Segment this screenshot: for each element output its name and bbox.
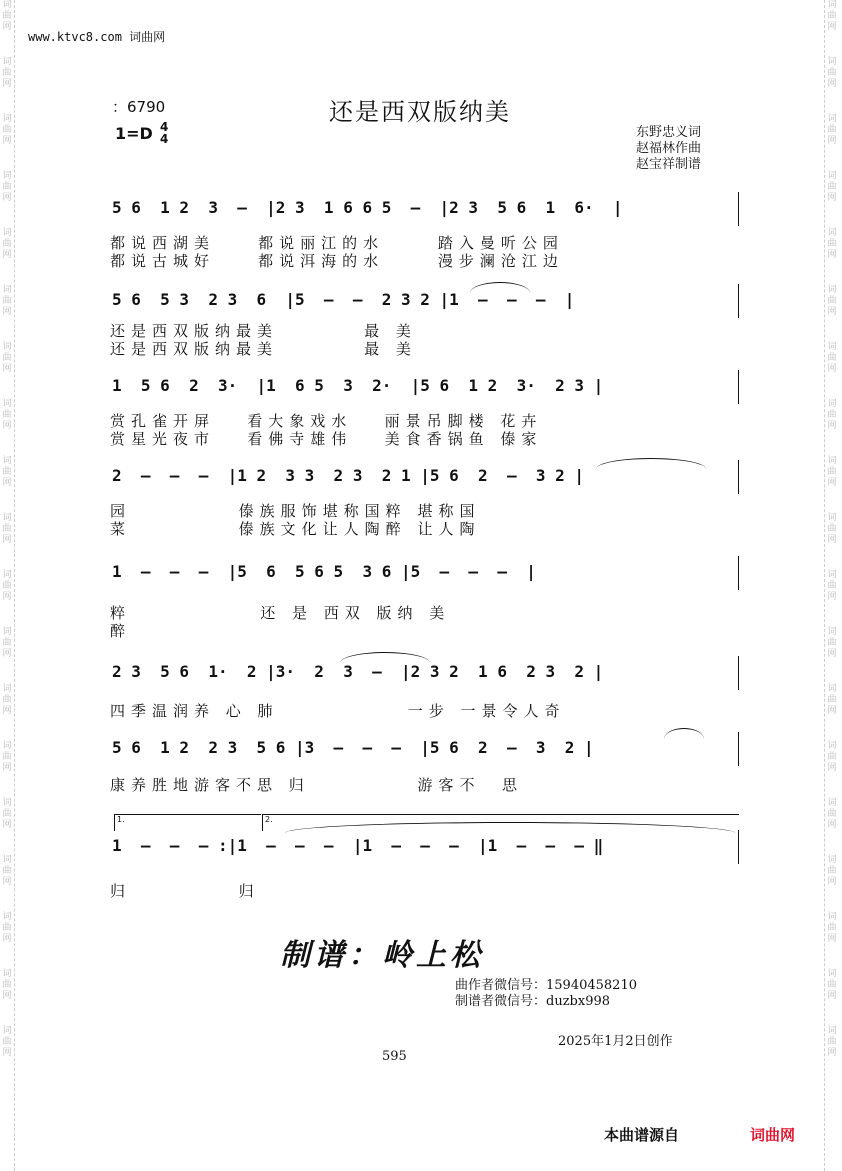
lyric-line: 醉: [110, 622, 132, 640]
watermark-right: [824, 0, 839, 1171]
watermark-text: 词 曲 网: [827, 741, 837, 773]
watermark-text: 词 曲 网: [827, 1026, 837, 1058]
barline: [738, 732, 739, 766]
lyric-line: 还是西双版纳最美 最 美: [110, 340, 417, 358]
lyric-line: 赏星光夜市 看佛寺雄伟 美食香锅鱼 傣家: [110, 430, 543, 448]
composer: 赵福林作曲: [636, 141, 702, 156]
watermark-left: [0, 0, 15, 1171]
watermark-text: 词 曲 网: [2, 456, 12, 488]
watermark-text: 词 曲 网: [2, 855, 12, 887]
watermark-text: 词 曲 网: [2, 570, 12, 602]
creation-date: 2025年1月2日创作: [558, 1034, 673, 1049]
watermark-text: 词 曲 网: [827, 342, 837, 374]
watermark-text: 词 曲 网: [827, 969, 837, 1001]
watermark-text: 词 曲 网: [827, 684, 837, 716]
watermark-text: 词 曲 网: [827, 171, 837, 203]
watermark-text: 词 曲 网: [2, 798, 12, 830]
page-title: 还是西双版纳美: [329, 98, 511, 126]
watermark-text: 词 曲 网: [2, 1026, 12, 1058]
watermark-text: 词 曲 网: [2, 342, 12, 374]
watermark-text: 词 曲 网: [827, 798, 837, 830]
notation-line: 1 – – – :|1 – – – |1 – – – |1 – – – ‖: [112, 836, 604, 855]
composer-wechat: 曲作者微信号：15940458210: [455, 978, 637, 993]
barline: [738, 370, 739, 404]
time-sig-top: 4: [160, 120, 169, 134]
site-header[interactable]: www.ktvc8.com 词曲网: [28, 30, 166, 44]
slur: [340, 652, 430, 663]
volta-first-ending: 1.: [114, 814, 261, 831]
lyricist: 东野忠义词: [636, 125, 702, 140]
barline: [738, 656, 739, 690]
watermark-text: 词 曲 网: [827, 228, 837, 260]
time-signature: [160, 121, 168, 145]
watermark-text: 词 曲 网: [2, 285, 12, 317]
watermark-text: 词 曲 网: [2, 627, 12, 659]
notation-line: 1 5 6 2 3· |1 6 5 3 2· |5 6 1 2 3· 2 3 |: [112, 376, 604, 395]
notation-line: 5 6 1 2 2 3 5 6 |3 – – – |5 6 2 – 3 2 |: [112, 738, 594, 757]
arranger: 赵宝祥制谱: [636, 157, 702, 172]
lyric-line: 粹 还 是 西双 版纳 美: [110, 604, 451, 622]
watermark-text: 词 曲 网: [2, 228, 12, 260]
barline: [738, 284, 739, 318]
footer-source: 本曲谱源自: [604, 1126, 680, 1144]
footer-brand-link[interactable]: 词曲网: [750, 1126, 796, 1144]
watermark-text: 词 曲 网: [827, 285, 837, 317]
notation-line: 1 – – – |5 6 5 6 5 3 6 |5 – – – |: [112, 562, 536, 581]
signature: 制谱：岭上松: [280, 938, 484, 973]
slur: [596, 458, 706, 469]
credits: [636, 125, 701, 173]
slur: [664, 728, 704, 739]
notation-line: 5 6 1 2 3 – |2 3 1 6 6 5 – |2 3 5 6 1 6· |: [112, 198, 623, 217]
lyric-line: 都说西湖美 都说丽江的水 踏入曼听公园: [110, 234, 564, 252]
lyric-line: 园 傣族服饰堪称国粹 堪称国: [110, 502, 481, 520]
watermark-text: 词 曲 网: [827, 0, 837, 32]
lyric-line: 四季温润养 心 肺 一步 一景令人奇: [110, 702, 566, 720]
watermark-text: 词 曲 网: [2, 684, 12, 716]
watermark-text: 词 曲 网: [827, 570, 837, 602]
watermark-text: 词 曲 网: [2, 171, 12, 203]
contact-info: [455, 978, 637, 1010]
lyric-line: 菜 傣族文化让人陶醉 让人陶: [110, 520, 481, 538]
arranger-wechat: 制谱者微信号：duzbx998: [455, 994, 611, 1009]
notation-line: 2 3 5 6 1· 2 |3· 2 3 – |2 3 2 1 6 2 3 2 |: [112, 662, 604, 681]
notation-line: 2 – – – |1 2 3 3 2 3 2 1 |5 6 2 – 3 2 |: [112, 466, 585, 485]
watermark-text: 词 曲 网: [2, 912, 12, 944]
watermark-text: 词 曲 网: [827, 456, 837, 488]
score-number: ：6790: [112, 98, 166, 116]
watermark-text: 词 曲 网: [2, 114, 12, 146]
key-signature: 1=D: [115, 124, 153, 143]
watermark-text: 词 曲 网: [2, 741, 12, 773]
watermark-text: 词 曲 网: [827, 513, 837, 545]
lyric-line: 还是西双版纳最美 最 美: [110, 322, 417, 340]
watermark-text: 词 曲 网: [2, 513, 12, 545]
lyric-line: 赏孔雀开屏 看大象戏水 丽景吊脚楼 花卉: [110, 412, 543, 430]
watermark-text: 词 曲 网: [2, 57, 12, 89]
barline: [738, 556, 739, 590]
watermark-text: 词 曲 网: [827, 57, 837, 89]
lyric-line: 归 归: [110, 882, 260, 900]
slur: [470, 282, 530, 293]
watermark-text: 词 曲 网: [827, 912, 837, 944]
watermark-text: 词 曲 网: [827, 855, 837, 887]
barline: [738, 192, 739, 226]
barline: [738, 460, 739, 494]
watermark-text: 词 曲 网: [827, 399, 837, 431]
notation-line: 5 6 5 3 2 3 6 |5 – – 2 3 2 |1 – – – |: [112, 290, 575, 309]
barline: [738, 830, 739, 864]
time-sig-bottom: 4: [160, 132, 169, 146]
watermark-text: 词 曲 网: [2, 969, 12, 1001]
watermark-text: 词 曲 网: [827, 627, 837, 659]
watermark-text: 词 曲 网: [2, 399, 12, 431]
watermark-text: 词 曲 网: [827, 114, 837, 146]
watermark-text: 词 曲 网: [2, 0, 12, 32]
lyric-line: 都说古城好 都说洱海的水 漫步澜沧江边: [110, 252, 564, 270]
page-number: 595: [382, 1049, 407, 1064]
volta-second-ending: 2.: [262, 814, 739, 831]
lyric-line: 康养胜地游客不思 归 游客不 思: [110, 776, 523, 794]
